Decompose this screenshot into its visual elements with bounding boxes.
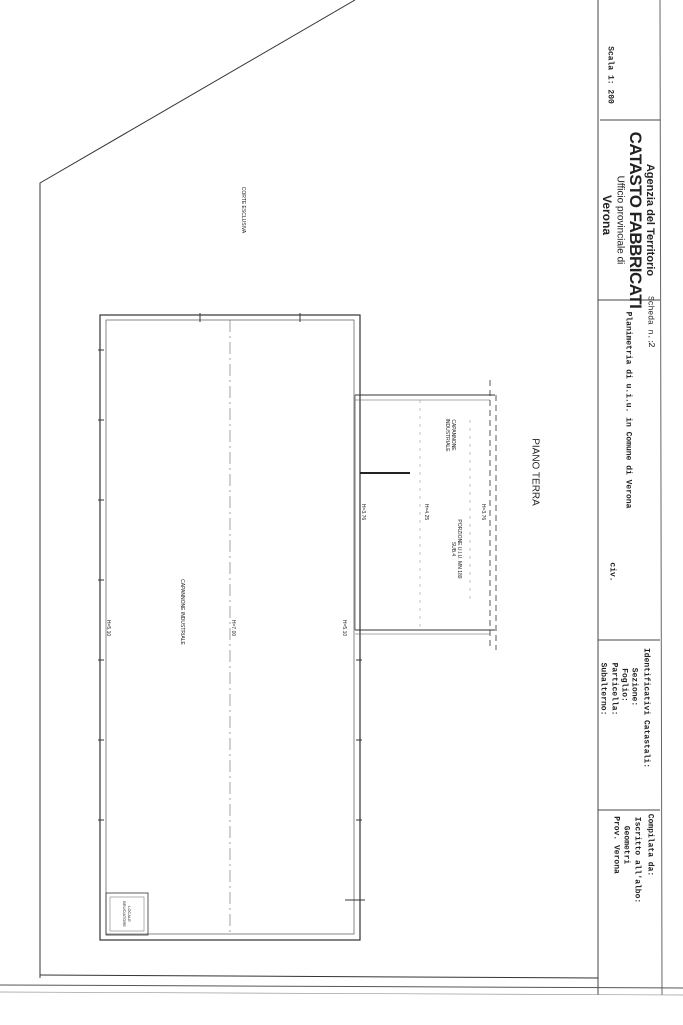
identifier-particella: Particella: bbox=[609, 662, 619, 716]
frame-line bbox=[660, 0, 662, 995]
height-label: H=3.76 bbox=[360, 503, 366, 521]
frame-line bbox=[0, 985, 683, 988]
room-label-corte: CORTE ESCLUSIVA bbox=[240, 186, 246, 234]
room-label-locale: LOCALE BRUCIATORE bbox=[122, 901, 132, 927]
sheet-number-label: Scheda n.: bbox=[645, 295, 655, 345]
compiler-line-1: Compilata da: bbox=[645, 813, 655, 877]
lot-boundary bbox=[40, 975, 598, 978]
compiler-line-2: Iscritto all'albo: bbox=[632, 816, 642, 904]
frame-line bbox=[0, 992, 683, 995]
height-label: H=4.25 bbox=[423, 503, 429, 521]
identifiers-title: Identificativi Catastali: bbox=[641, 647, 651, 769]
scale-label: Scala 1: 200 bbox=[605, 46, 615, 104]
compiler-line-3: Geometri bbox=[621, 825, 631, 865]
height-label: H=3.76 bbox=[480, 503, 486, 521]
room-label-porzione: PORZIONE U.I.U. MN 189 SUB.4 bbox=[450, 519, 462, 579]
height-label: H=7.00 bbox=[230, 619, 236, 637]
height-label: H=5.10 bbox=[105, 619, 111, 637]
agency-line-3: Ufficio provinciale di bbox=[614, 175, 626, 265]
identifier-sezione: Sezione: bbox=[629, 667, 639, 707]
identifier-foglio: Foglio: bbox=[619, 668, 629, 702]
agency-line-4: Verona bbox=[600, 194, 614, 236]
plan-description: Planimetria di u.i.u. in Comune di Verona bbox=[623, 311, 633, 509]
height-label: H=5.10 bbox=[341, 619, 347, 637]
floor-label: PIANO TERRA bbox=[529, 438, 541, 506]
lot-boundary bbox=[40, 0, 355, 978]
agency-line-2: CATASTO FABBRICATI bbox=[626, 131, 645, 309]
agency-line-1: Agenzia del Territorio bbox=[644, 163, 656, 277]
sheet-number: 2 bbox=[646, 342, 656, 348]
civic-number-label: civ. bbox=[607, 562, 617, 582]
room-label-capannone-main: CAPANNONE INDUSTRIALE bbox=[179, 579, 185, 645]
compiler-line-4: Prov. Verona bbox=[611, 816, 621, 874]
room-label-capannone-small: CAPANNONE INDUSTRIALE bbox=[444, 418, 456, 452]
identifier-subalterno: Subalterno: bbox=[598, 662, 608, 716]
